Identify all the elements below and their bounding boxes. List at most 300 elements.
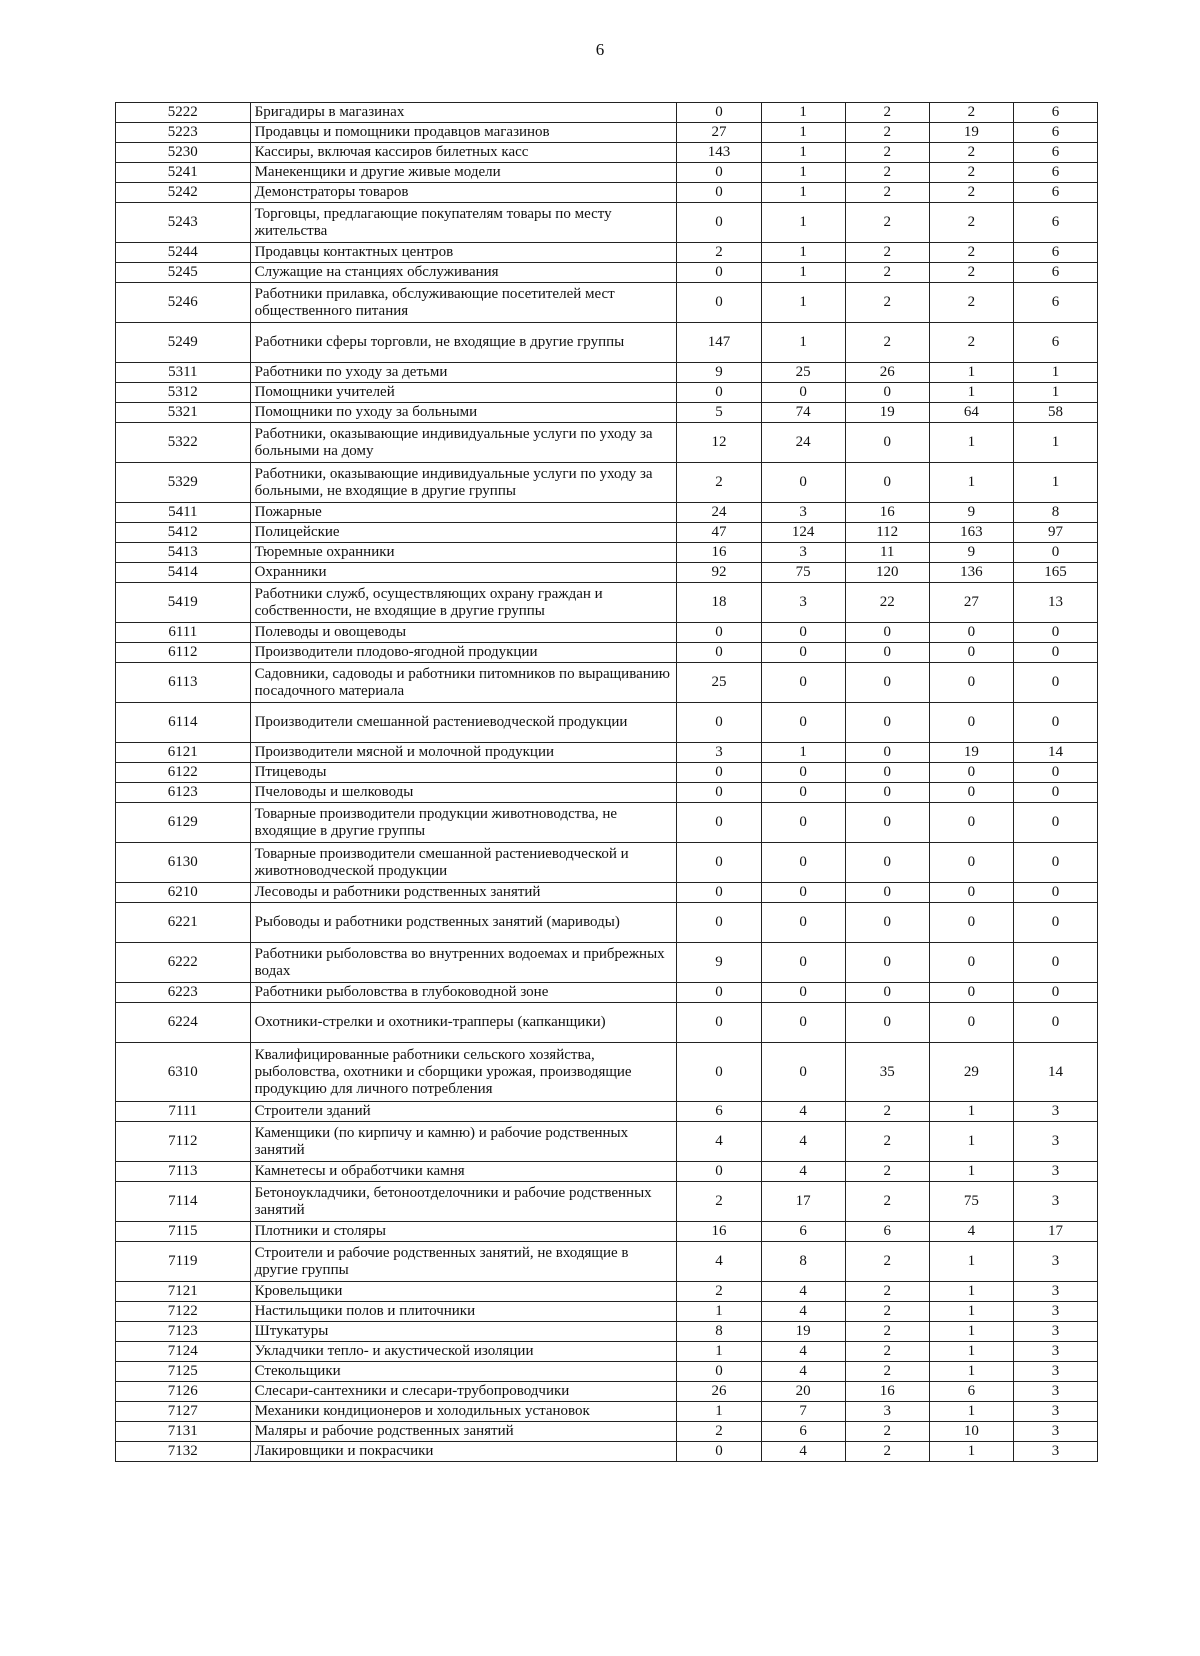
value-cell-4: 1 <box>929 383 1013 403</box>
occupation-code-cell: 6224 <box>116 1003 251 1043</box>
value-cell-2: 17 <box>761 1182 845 1222</box>
value-cell-5: 0 <box>1013 843 1097 883</box>
table-row <box>116 503 1098 523</box>
value-cell-3: 0 <box>845 803 929 843</box>
value-cell-1: 0 <box>677 1162 761 1182</box>
value-cell-3: 2 <box>845 1322 929 1342</box>
value-cell-4: 2 <box>929 323 1013 363</box>
occupation-code-cell: 7121 <box>116 1282 251 1302</box>
occupation-name-cell: Производители смешанной растениеводческой продукции <box>250 703 677 743</box>
table-row <box>116 1362 1098 1382</box>
value-cell-4: 0 <box>929 783 1013 803</box>
value-cell-5: 58 <box>1013 403 1097 423</box>
value-cell-5: 6 <box>1013 103 1097 123</box>
occupation-code-cell: 6113 <box>116 663 251 703</box>
value-cell-3: 19 <box>845 403 929 423</box>
value-cell-2: 1 <box>761 143 845 163</box>
value-cell-5: 1 <box>1013 383 1097 403</box>
value-cell-4: 1 <box>929 1302 1013 1322</box>
table-row <box>116 1122 1098 1162</box>
table-row <box>116 983 1098 1003</box>
value-cell-5: 3 <box>1013 1182 1097 1222</box>
value-cell-3: 2 <box>845 1342 929 1362</box>
value-cell-1: 16 <box>677 543 761 563</box>
value-cell-1: 0 <box>677 383 761 403</box>
value-cell-2: 1 <box>761 243 845 263</box>
value-cell-3: 2 <box>845 1162 929 1182</box>
occupation-code-cell: 6121 <box>116 743 251 763</box>
value-cell-2: 19 <box>761 1322 845 1342</box>
value-cell-2: 1 <box>761 203 845 243</box>
occupation-code-cell: 5246 <box>116 283 251 323</box>
occupation-code-cell: 6130 <box>116 843 251 883</box>
value-cell-4: 0 <box>929 643 1013 663</box>
occupation-code-cell: 7113 <box>116 1162 251 1182</box>
value-cell-5: 8 <box>1013 503 1097 523</box>
value-cell-3: 26 <box>845 363 929 383</box>
value-cell-1: 0 <box>677 203 761 243</box>
occupation-name-cell: Кровельщики <box>250 1282 677 1302</box>
occupation-code-cell: 5412 <box>116 523 251 543</box>
value-cell-3: 0 <box>845 903 929 943</box>
occupation-name-cell: Стекольщики <box>250 1362 677 1382</box>
value-cell-5: 3 <box>1013 1422 1097 1442</box>
value-cell-3: 0 <box>845 883 929 903</box>
table-row <box>116 703 1098 743</box>
occupation-name-cell: Садовники, садоводы и работники питомников по выращиванию посадочного материала <box>250 663 677 703</box>
value-cell-2: 4 <box>761 1122 845 1162</box>
table-row <box>116 1342 1098 1362</box>
occupation-code-cell: 5241 <box>116 163 251 183</box>
value-cell-1: 1 <box>677 1302 761 1322</box>
occupation-code-cell: 7114 <box>116 1182 251 1222</box>
occupation-name-cell: Производители мясной и молочной продукции <box>250 743 677 763</box>
value-cell-2: 0 <box>761 383 845 403</box>
value-cell-2: 1 <box>761 183 845 203</box>
occupation-name-cell: Слесари-сантехники и слесари-трубопроводчики <box>250 1382 677 1402</box>
value-cell-3: 0 <box>845 1003 929 1043</box>
value-cell-4: 1 <box>929 1442 1013 1462</box>
occupation-name-cell: Работники сферы торговли, не входящие в другие группы <box>250 323 677 363</box>
table-row <box>116 123 1098 143</box>
occupation-name-cell: Квалифицированные работники сельского хозяйства, рыболовства, охотники и сборщики урожая, производящие продукцию для личного потребления <box>250 1043 677 1102</box>
table-row <box>116 663 1098 703</box>
value-cell-1: 2 <box>677 1182 761 1222</box>
value-cell-5: 3 <box>1013 1342 1097 1362</box>
table-row <box>116 1302 1098 1322</box>
value-cell-4: 29 <box>929 1043 1013 1102</box>
value-cell-1: 12 <box>677 423 761 463</box>
table-row <box>116 743 1098 763</box>
value-cell-1: 9 <box>677 943 761 983</box>
table-row <box>116 763 1098 783</box>
value-cell-3: 2 <box>845 283 929 323</box>
value-cell-1: 4 <box>677 1242 761 1282</box>
table-row <box>116 263 1098 283</box>
value-cell-4: 6 <box>929 1382 1013 1402</box>
value-cell-3: 2 <box>845 1102 929 1122</box>
value-cell-1: 0 <box>677 883 761 903</box>
occupation-code-cell: 5414 <box>116 563 251 583</box>
occupation-name-cell: Полеводы и овощеводы <box>250 623 677 643</box>
value-cell-1: 147 <box>677 323 761 363</box>
table-row <box>116 1382 1098 1402</box>
value-cell-4: 2 <box>929 203 1013 243</box>
value-cell-2: 0 <box>761 763 845 783</box>
value-cell-2: 0 <box>761 1043 845 1102</box>
value-cell-5: 0 <box>1013 663 1097 703</box>
value-cell-3: 0 <box>845 423 929 463</box>
occupation-code-cell: 7112 <box>116 1122 251 1162</box>
value-cell-3: 16 <box>845 503 929 523</box>
occupation-code-cell: 7127 <box>116 1402 251 1422</box>
value-cell-1: 26 <box>677 1382 761 1402</box>
value-cell-4: 2 <box>929 163 1013 183</box>
value-cell-5: 0 <box>1013 883 1097 903</box>
table-row <box>116 243 1098 263</box>
value-cell-1: 0 <box>677 703 761 743</box>
occupation-code-cell: 7125 <box>116 1362 251 1382</box>
value-cell-1: 0 <box>677 163 761 183</box>
occupation-code-cell: 5243 <box>116 203 251 243</box>
value-cell-2: 8 <box>761 1242 845 1282</box>
occupation-code-cell: 5311 <box>116 363 251 383</box>
occupation-name-cell: Маляры и рабочие родственных занятий <box>250 1422 677 1442</box>
value-cell-3: 0 <box>845 643 929 663</box>
value-cell-2: 6 <box>761 1422 845 1442</box>
value-cell-4: 0 <box>929 803 1013 843</box>
value-cell-1: 47 <box>677 523 761 543</box>
value-cell-1: 2 <box>677 1282 761 1302</box>
value-cell-5: 3 <box>1013 1242 1097 1282</box>
value-cell-5: 97 <box>1013 523 1097 543</box>
value-cell-5: 1 <box>1013 363 1097 383</box>
value-cell-3: 2 <box>845 103 929 123</box>
table-row <box>116 1402 1098 1422</box>
value-cell-3: 0 <box>845 783 929 803</box>
table-row <box>116 643 1098 663</box>
occupation-code-cell: 7119 <box>116 1242 251 1282</box>
value-cell-3: 35 <box>845 1043 929 1102</box>
occupation-code-cell: 7123 <box>116 1322 251 1342</box>
value-cell-1: 0 <box>677 983 761 1003</box>
value-cell-3: 0 <box>845 763 929 783</box>
table-row <box>116 403 1098 423</box>
value-cell-1: 0 <box>677 843 761 883</box>
value-cell-2: 4 <box>761 1282 845 1302</box>
value-cell-3: 0 <box>845 383 929 403</box>
occupation-code-cell: 5242 <box>116 183 251 203</box>
value-cell-1: 2 <box>677 463 761 503</box>
occupation-code-cell: 5321 <box>116 403 251 423</box>
occupation-code-cell: 5329 <box>116 463 251 503</box>
value-cell-3: 0 <box>845 463 929 503</box>
value-cell-2: 4 <box>761 1442 845 1462</box>
value-cell-1: 5 <box>677 403 761 423</box>
value-cell-3: 0 <box>845 703 929 743</box>
table-row <box>116 183 1098 203</box>
value-cell-2: 0 <box>761 783 845 803</box>
value-cell-1: 0 <box>677 1003 761 1043</box>
value-cell-5: 0 <box>1013 903 1097 943</box>
occupation-name-cell: Штукатуры <box>250 1322 677 1342</box>
value-cell-1: 1 <box>677 1342 761 1362</box>
value-cell-2: 0 <box>761 1003 845 1043</box>
value-cell-2: 1 <box>761 743 845 763</box>
occupation-name-cell: Настильщики полов и плиточники <box>250 1302 677 1322</box>
occupation-name-cell: Продавцы и помощники продавцов магазинов <box>250 123 677 143</box>
value-cell-3: 2 <box>845 203 929 243</box>
occupation-name-cell: Каменщики (по кирпичу и камню) и рабочие родственных занятий <box>250 1122 677 1162</box>
value-cell-5: 0 <box>1013 703 1097 743</box>
value-cell-4: 2 <box>929 263 1013 283</box>
value-cell-1: 0 <box>677 263 761 283</box>
value-cell-5: 1 <box>1013 463 1097 503</box>
occupation-code-cell: 5419 <box>116 583 251 623</box>
occupation-name-cell: Охотники-стрелки и охотники-трапперы (капканщики) <box>250 1003 677 1043</box>
table-row <box>116 883 1098 903</box>
value-cell-4: 2 <box>929 183 1013 203</box>
value-cell-5: 3 <box>1013 1102 1097 1122</box>
value-cell-3: 2 <box>845 263 929 283</box>
value-cell-2: 0 <box>761 463 845 503</box>
table-row <box>116 903 1098 943</box>
table-row <box>116 543 1098 563</box>
value-cell-5: 6 <box>1013 243 1097 263</box>
value-cell-5: 0 <box>1013 943 1097 983</box>
occupation-code-cell: 5249 <box>116 323 251 363</box>
value-cell-4: 2 <box>929 283 1013 323</box>
value-cell-4: 10 <box>929 1422 1013 1442</box>
value-cell-4: 9 <box>929 543 1013 563</box>
value-cell-2: 0 <box>761 643 845 663</box>
occupation-name-cell: Рыбоводы и работники родственных занятий (мариводы) <box>250 903 677 943</box>
value-cell-3: 6 <box>845 1222 929 1242</box>
value-cell-4: 136 <box>929 563 1013 583</box>
value-cell-4: 0 <box>929 903 1013 943</box>
occupation-name-cell: Бригадиры в магазинах <box>250 103 677 123</box>
occupations-table-body <box>116 103 1098 1462</box>
value-cell-5: 0 <box>1013 983 1097 1003</box>
value-cell-4: 0 <box>929 943 1013 983</box>
value-cell-5: 3 <box>1013 1402 1097 1422</box>
value-cell-1: 0 <box>677 803 761 843</box>
occupation-code-cell: 6129 <box>116 803 251 843</box>
occupation-code-cell: 6221 <box>116 903 251 943</box>
table-row <box>116 1242 1098 1282</box>
value-cell-3: 2 <box>845 1122 929 1162</box>
value-cell-4: 64 <box>929 403 1013 423</box>
occupation-code-cell: 5230 <box>116 143 251 163</box>
occupation-name-cell: Работники рыболовства в глубоководной зоне <box>250 983 677 1003</box>
value-cell-1: 3 <box>677 743 761 763</box>
value-cell-1: 0 <box>677 103 761 123</box>
value-cell-4: 1 <box>929 463 1013 503</box>
value-cell-5: 0 <box>1013 543 1097 563</box>
occupation-code-cell: 5222 <box>116 103 251 123</box>
occupation-code-cell: 6122 <box>116 763 251 783</box>
value-cell-4: 19 <box>929 123 1013 143</box>
occupation-name-cell: Плотники и столяры <box>250 1222 677 1242</box>
value-cell-2: 24 <box>761 423 845 463</box>
value-cell-3: 3 <box>845 1402 929 1422</box>
occupation-code-cell: 7115 <box>116 1222 251 1242</box>
value-cell-2: 1 <box>761 163 845 183</box>
table-row <box>116 1003 1098 1043</box>
value-cell-2: 0 <box>761 623 845 643</box>
value-cell-3: 120 <box>845 563 929 583</box>
table-row <box>116 1102 1098 1122</box>
table-row <box>116 1222 1098 1242</box>
occupation-code-cell: 6222 <box>116 943 251 983</box>
value-cell-1: 24 <box>677 503 761 523</box>
value-cell-5: 3 <box>1013 1322 1097 1342</box>
occupation-code-cell: 7124 <box>116 1342 251 1362</box>
value-cell-3: 11 <box>845 543 929 563</box>
value-cell-2: 0 <box>761 983 845 1003</box>
value-cell-4: 1 <box>929 363 1013 383</box>
value-cell-1: 0 <box>677 763 761 783</box>
value-cell-2: 1 <box>761 103 845 123</box>
value-cell-4: 19 <box>929 743 1013 763</box>
value-cell-4: 1 <box>929 1122 1013 1162</box>
occupation-name-cell: Охранники <box>250 563 677 583</box>
value-cell-5: 13 <box>1013 583 1097 623</box>
occupation-name-cell: Торговцы, предлагающие покупателям товары по месту жительства <box>250 203 677 243</box>
value-cell-3: 2 <box>845 1242 929 1282</box>
page-number: 6 <box>595 40 605 59</box>
occupation-name-cell: Пожарные <box>250 503 677 523</box>
value-cell-2: 3 <box>761 583 845 623</box>
value-cell-1: 143 <box>677 143 761 163</box>
value-cell-5: 0 <box>1013 643 1097 663</box>
value-cell-1: 0 <box>677 283 761 323</box>
value-cell-2: 7 <box>761 1402 845 1422</box>
value-cell-3: 2 <box>845 183 929 203</box>
value-cell-4: 2 <box>929 103 1013 123</box>
value-cell-3: 0 <box>845 943 929 983</box>
value-cell-5: 14 <box>1013 743 1097 763</box>
value-cell-1: 2 <box>677 243 761 263</box>
occupation-name-cell: Демонстраторы товаров <box>250 183 677 203</box>
table-row <box>116 283 1098 323</box>
table-row <box>116 143 1098 163</box>
occupation-code-cell: 6210 <box>116 883 251 903</box>
occupation-name-cell: Работники рыболовства во внутренних водоемах и прибрежных водах <box>250 943 677 983</box>
table-row <box>116 1422 1098 1442</box>
value-cell-2: 0 <box>761 663 845 703</box>
value-cell-5: 6 <box>1013 203 1097 243</box>
value-cell-2: 0 <box>761 703 845 743</box>
occupation-name-cell: Товарные производители смешанной растениеводческой и животноводческой продукции <box>250 843 677 883</box>
value-cell-3: 0 <box>845 663 929 703</box>
occupation-name-cell: Механики кондиционеров и холодильных установок <box>250 1402 677 1422</box>
value-cell-1: 0 <box>677 623 761 643</box>
value-cell-1: 0 <box>677 783 761 803</box>
value-cell-2: 20 <box>761 1382 845 1402</box>
occupation-code-cell: 7122 <box>116 1302 251 1322</box>
value-cell-2: 0 <box>761 883 845 903</box>
value-cell-3: 2 <box>845 143 929 163</box>
value-cell-1: 0 <box>677 183 761 203</box>
table-row <box>116 323 1098 363</box>
value-cell-5: 6 <box>1013 283 1097 323</box>
table-row <box>116 203 1098 243</box>
value-cell-2: 1 <box>761 323 845 363</box>
table-row <box>116 783 1098 803</box>
value-cell-5: 3 <box>1013 1442 1097 1462</box>
occupation-name-cell: Строители и рабочие родственных занятий, не входящие в другие группы <box>250 1242 677 1282</box>
table-row <box>116 383 1098 403</box>
occupation-name-cell: Работники, оказывающие индивидуальные услуги по уходу за больными на дому <box>250 423 677 463</box>
value-cell-4: 1 <box>929 423 1013 463</box>
value-cell-3: 112 <box>845 523 929 543</box>
table-row <box>116 1282 1098 1302</box>
occupation-code-cell: 7126 <box>116 1382 251 1402</box>
table-row <box>116 103 1098 123</box>
value-cell-3: 2 <box>845 163 929 183</box>
occupation-name-cell: Работники служб, осуществляющих охрану граждан и собственности, не входящие в другие группы <box>250 583 677 623</box>
value-cell-5: 1 <box>1013 423 1097 463</box>
value-cell-2: 4 <box>761 1342 845 1362</box>
value-cell-5: 3 <box>1013 1162 1097 1182</box>
value-cell-3: 2 <box>845 243 929 263</box>
value-cell-3: 2 <box>845 1282 929 1302</box>
value-cell-1: 0 <box>677 643 761 663</box>
occupation-name-cell: Работники, оказывающие индивидуальные услуги по уходу за больными, не входящие в другие группы <box>250 463 677 503</box>
value-cell-5: 6 <box>1013 163 1097 183</box>
occupation-name-cell: Работники прилавка, обслуживающие посетителей мест общественного питания <box>250 283 677 323</box>
table-row <box>116 943 1098 983</box>
value-cell-2: 1 <box>761 123 845 143</box>
occupation-code-cell: 6123 <box>116 783 251 803</box>
occupation-code-cell: 5413 <box>116 543 251 563</box>
occupation-code-cell: 5322 <box>116 423 251 463</box>
value-cell-2: 4 <box>761 1162 845 1182</box>
value-cell-1: 1 <box>677 1402 761 1422</box>
occupation-code-cell: 5411 <box>116 503 251 523</box>
value-cell-5: 0 <box>1013 763 1097 783</box>
occupation-name-cell: Полицейские <box>250 523 677 543</box>
table-row <box>116 423 1098 463</box>
occupation-name-cell: Продавцы контактных центров <box>250 243 677 263</box>
value-cell-3: 2 <box>845 1422 929 1442</box>
value-cell-2: 1 <box>761 263 845 283</box>
occupation-name-cell: Укладчики тепло- и акустической изоляции <box>250 1342 677 1362</box>
table-row <box>116 1182 1098 1222</box>
value-cell-3: 16 <box>845 1382 929 1402</box>
value-cell-5: 6 <box>1013 323 1097 363</box>
table-row <box>116 583 1098 623</box>
value-cell-2: 0 <box>761 803 845 843</box>
occupation-code-cell: 7131 <box>116 1422 251 1442</box>
value-cell-1: 27 <box>677 123 761 143</box>
value-cell-1: 4 <box>677 1122 761 1162</box>
value-cell-4: 0 <box>929 623 1013 643</box>
value-cell-5: 6 <box>1013 123 1097 143</box>
value-cell-4: 1 <box>929 1162 1013 1182</box>
table-row <box>116 363 1098 383</box>
value-cell-2: 75 <box>761 563 845 583</box>
value-cell-2: 4 <box>761 1362 845 1382</box>
value-cell-4: 27 <box>929 583 1013 623</box>
value-cell-1: 18 <box>677 583 761 623</box>
value-cell-4: 0 <box>929 1003 1013 1043</box>
value-cell-4: 1 <box>929 1322 1013 1342</box>
occupation-name-cell: Манекенщики и другие живые модели <box>250 163 677 183</box>
occupation-code-cell: 7132 <box>116 1442 251 1462</box>
value-cell-4: 1 <box>929 1242 1013 1282</box>
